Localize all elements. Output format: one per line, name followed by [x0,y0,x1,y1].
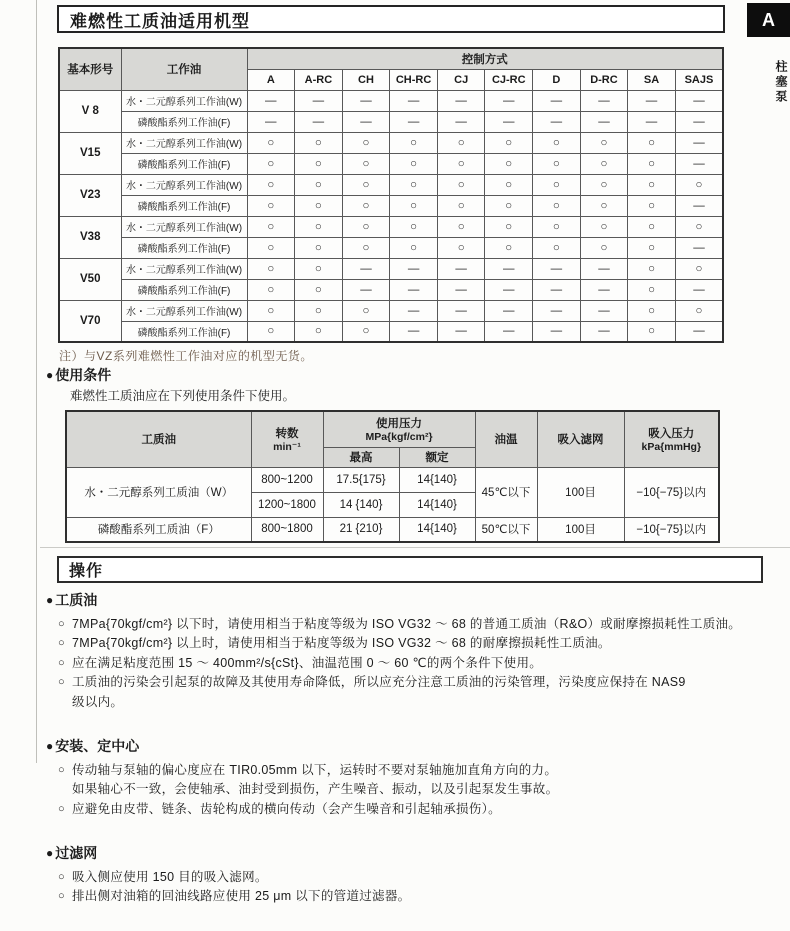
compatibility-cell: — [675,153,723,174]
compatibility-cell: — [533,279,581,300]
compatibility-cell: ○ [342,174,390,195]
speed-value: 800~1800 [251,517,323,542]
compatibility-cell: — [485,279,533,300]
conditions-table-wrap [65,410,718,543]
compatibility-cell: ○ [437,195,485,216]
col-header-model: 基本形号 [59,48,121,90]
compatibility-cell: ○ [247,153,295,174]
compatibility-cell: ○ [485,132,533,153]
oil-type-label: 水・二元醇系列工作油(W) [121,300,247,321]
compatibility-cell: — [342,279,390,300]
cond-header-pressure-rated: 额定 [399,447,475,467]
compatibility-cell: — [533,300,581,321]
bullet-icon: ● [46,593,54,607]
circle-bullet-icon: ○ [58,656,65,669]
compatibility-cell: — [628,111,676,132]
compatibility-cell: ○ [295,153,343,174]
model-name: V70 [59,300,121,342]
compatibility-cell: ○ [437,132,485,153]
compatibility-cell: ○ [295,321,343,342]
compatibility-cell: — [390,300,438,321]
temp-value: 45℃以下 [475,467,537,517]
compatibility-cell: ○ [342,300,390,321]
control-column-header: CJ [437,69,485,90]
bullet-icon: ● [46,368,54,382]
section-index-label: 柱塞泵 [774,59,788,105]
list-item-text: 7MPa{70kgf/cm²} 以上时，请使用相当于粘度等级为 ISO VG32 ～ 68 的耐摩擦损耗性工质油。 [72,636,611,651]
pressure-rated-value: 14{140} [399,517,475,542]
control-column-header: SAJS [675,69,723,90]
table-row [66,467,719,492]
compatibility-cell: — [580,90,628,111]
compatibility-cell: — [437,258,485,279]
compatibility-cell: ○ [342,153,390,174]
list-item [46,654,768,673]
section-index-letter: A [762,9,775,30]
compatibility-cell: ○ [628,279,676,300]
model-compatibility-table [58,47,724,343]
col-header-control: 控制方式 [247,48,723,69]
compatibility-cell: — [580,258,628,279]
pressure-max-value: 21 {210} [323,517,399,542]
circle-bullet-icon: ○ [58,618,65,630]
page-title-box [57,5,725,33]
section-index-tab [747,3,790,37]
compatibility-cell: — [437,111,485,132]
compatibility-cell: — [533,258,581,279]
pressure-max-value: 14 {140} [323,492,399,517]
compatibility-cell: ○ [295,216,343,237]
compatibility-cell: ○ [295,174,343,195]
page-title: 难燃性工质油适用机型 [70,11,250,31]
compatibility-cell: ○ [390,195,438,216]
model-name: V38 [59,216,121,258]
compatibility-cell: — [675,237,723,258]
col-header-oil: 工作油 [121,48,247,90]
operation-section [46,843,768,907]
suction-value: −10{−75}以内 [624,517,719,542]
compatibility-cell: — [675,132,723,153]
compatibility-cell: — [675,195,723,216]
compatibility-cell: — [675,279,723,300]
fluid-name: 水・二元醇系列工质油（W） [66,467,251,517]
compatibility-cell: ○ [628,321,676,342]
pressure-rated-value: 14{140} [399,492,475,517]
compatibility-cell: — [485,300,533,321]
list-item-text: 级以内。 [72,694,124,709]
section-heading [46,736,768,756]
list-item [46,868,768,887]
compatibility-cell: — [295,111,343,132]
pressure-max-value: 17.5{175} [323,467,399,492]
compatibility-cell: ○ [247,279,295,300]
compatibility-cell: ○ [295,195,343,216]
compatibility-cell: — [485,321,533,342]
circle-bullet-icon: ○ [58,676,65,689]
oil-type-label: 水・二元醇系列工作油(W) [121,132,247,153]
fluid-name: 磷酸酯系列工质油（F） [66,517,251,542]
list-item [46,780,768,799]
oil-type-label: 水・二元醇系列工作油(W) [121,258,247,279]
control-column-header: A-RC [295,69,343,90]
circle-bullet-icon: ○ [58,763,65,776]
compatibility-cell: — [580,111,628,132]
list-item [46,887,768,906]
compatibility-cell: ○ [628,132,676,153]
compatibility-cell: ○ [485,153,533,174]
compatibility-cell: — [342,258,390,279]
compatibility-cell: ○ [580,195,628,216]
list-item [46,673,768,692]
table-row [59,216,723,237]
compatibility-cell: ○ [342,132,390,153]
table-row [59,279,723,300]
bullet-icon: ● [46,738,54,753]
section-heading-label: 工质油 [55,592,98,608]
compatibility-cell: ○ [390,174,438,195]
cond-header-pressure [323,411,475,447]
compatibility-cell: ○ [485,237,533,258]
compatibility-cell: ○ [247,195,295,216]
table-row [59,300,723,321]
compatibility-cell: ○ [675,258,723,279]
compatibility-cell: ○ [342,321,390,342]
section-heading-label: 过滤网 [55,845,98,861]
control-column-header: SA [628,69,676,90]
compatibility-cell: — [485,111,533,132]
oil-type-label: 磷酸酯系列工作油(F) [121,111,247,132]
table-row [59,111,723,132]
table-row [59,195,723,216]
oil-type-label: 磷酸酯系列工作油(F) [121,321,247,342]
circle-bullet-icon: ○ [58,890,65,903]
compatibility-cell: ○ [247,258,295,279]
model-name: V50 [59,258,121,300]
compatibility-cell: — [247,111,295,132]
table-row [59,321,723,342]
compatibility-cell: ○ [628,216,676,237]
compatibility-cell: ○ [533,132,581,153]
compatibility-cell: ○ [342,237,390,258]
list-item [46,693,768,712]
model-compatibility-table-wrap [58,47,722,343]
compatibility-cell: ○ [580,216,628,237]
circle-bullet-icon: ○ [58,802,65,815]
compatibility-cell: ○ [295,279,343,300]
cond-header-suction-label: 吸入压力 [648,428,695,441]
list-item-text: 7MPa{70kgf/cm²} 以下时，请使用相当于粘度等级为 ISO VG32 ～ 68 的普通工质油（R&O）或耐摩擦损耗性工质油。 [72,617,742,631]
compatibility-cell: ○ [437,153,485,174]
compatibility-cell: ○ [295,132,343,153]
bullet-icon: ● [46,846,54,860]
model-table-body [59,90,723,342]
cond-header-fluid: 工质油 [66,411,251,467]
compatibility-cell: ○ [580,237,628,258]
list-item [46,634,768,653]
cond-header-suction [624,411,719,467]
compatibility-cell: — [580,279,628,300]
section-divider [40,547,790,548]
compatibility-cell: ○ [247,174,295,195]
compatibility-cell: ○ [628,174,676,195]
speed-value: 1200~1800 [251,492,323,517]
compatibility-cell: — [533,321,581,342]
compatibility-cell: ○ [247,300,295,321]
compatibility-cell: — [295,90,343,111]
compatibility-cell: ○ [628,195,676,216]
compatibility-cell: — [675,321,723,342]
compatibility-cell: ○ [247,321,295,342]
table-row [59,132,723,153]
compatibility-cell: ○ [295,237,343,258]
compatibility-cell: ○ [342,195,390,216]
compatibility-cell: ○ [675,216,723,237]
speed-value: 800~1200 [251,467,323,492]
cond-header-suction-unit: kPa{mmHg} [641,441,702,454]
conditions-table [65,410,720,543]
section-heading-label: 安装、定中心 [55,737,140,754]
oil-type-label: 水・二元醇系列工作油(W) [121,90,247,111]
compatibility-cell: — [437,321,485,342]
oil-type-label: 水・二元醇系列工作油(W) [121,216,247,237]
compatibility-cell: — [390,90,438,111]
indent-spacer [58,780,72,799]
oil-type-label: 磷酸酯系列工作油(F) [121,195,247,216]
control-column-header: A [247,69,295,90]
compatibility-cell: ○ [580,132,628,153]
section-heading [46,590,768,610]
table-row [59,153,723,174]
compatibility-cell: — [437,279,485,300]
compatibility-cell: ○ [485,195,533,216]
compatibility-cell: — [390,279,438,300]
temp-value: 50℃以下 [475,517,537,542]
list-item-text: 如果轴心不一致，会使轴承、油封受到损伤，产生噪音、振动，以及引起泵发生事故。 [72,782,559,797]
control-column-header: CJ-RC [485,69,533,90]
operation-title-box [57,556,763,583]
conditions-heading [46,365,111,385]
compatibility-cell: ○ [533,153,581,174]
compatibility-cell: — [533,111,581,132]
compatibility-cell: — [342,111,390,132]
compatibility-cell: ○ [295,300,343,321]
indent-spacer [58,693,72,712]
table-row [59,258,723,279]
compatibility-cell: — [485,90,533,111]
list-item-text: 传动轴与泵轴的偏心度应在 TIR0.05mm 以下，运转时不要对泵轴施加直角方向的力。 [72,762,558,777]
compatibility-cell: — [437,300,485,321]
cond-header-pressure-unit: MPa{kgf/cm²} [365,431,433,444]
compatibility-cell: — [390,111,438,132]
conditions-table-body [66,467,719,542]
compatibility-cell: ○ [342,216,390,237]
compatibility-cell: — [390,321,438,342]
compatibility-cell: ○ [437,174,485,195]
cond-header-pressure-max: 最高 [323,447,399,467]
operation-title: 操作 [69,563,104,580]
compatibility-cell: ○ [628,300,676,321]
compatibility-cell: ○ [295,258,343,279]
conditions-heading-label: 使用条件 [55,367,112,383]
compatibility-cell: ○ [580,153,628,174]
compatibility-cell: ○ [533,237,581,258]
compatibility-cell: — [675,90,723,111]
strainer-value: 100目 [537,517,624,542]
compatibility-cell: ○ [437,216,485,237]
control-column-header: D-RC [580,69,628,90]
table-row [66,517,719,542]
compatibility-cell: — [580,321,628,342]
circle-bullet-icon: ○ [58,637,65,650]
oil-type-label: 磷酸酯系列工作油(F) [121,279,247,300]
model-name: V15 [59,132,121,174]
compatibility-cell: ○ [390,237,438,258]
compatibility-cell: — [675,111,723,132]
compatibility-cell: — [437,90,485,111]
compatibility-cell: — [247,90,295,111]
operation-section [46,590,768,712]
strainer-value: 100目 [537,467,624,517]
conditions-intro: 难燃性工质油应在下列使用条件下使用。 [70,389,296,403]
compatibility-cell: ○ [628,237,676,258]
page-left-rule [36,0,37,763]
table-row [59,90,723,111]
cond-header-speed-unit: min⁻¹ [273,441,301,454]
compatibility-cell: — [628,90,676,111]
control-column-header: CH [342,69,390,90]
list-item [46,761,768,780]
oil-type-label: 磷酸酯系列工作油(F) [121,237,247,258]
operation-section [46,736,768,819]
compatibility-cell: ○ [485,174,533,195]
compatibility-cell: ○ [580,174,628,195]
list-item [46,615,768,634]
compatibility-cell: ○ [437,237,485,258]
list-item-text: 吸入侧应使用 150 目的吸入滤网。 [72,870,268,884]
model-name: V23 [59,174,121,216]
cond-header-speed-label: 转数 [275,428,299,441]
compatibility-cell: — [533,90,581,111]
compatibility-cell: — [390,258,438,279]
section-heading [46,843,768,863]
cond-header-pressure-label: 使用压力 [376,418,422,431]
operation-sections [46,590,768,931]
compatibility-cell: ○ [247,132,295,153]
table-note: 注）与VZ系列难燃性工作油对应的机型无货。 [59,349,313,363]
compatibility-cell: ○ [533,216,581,237]
compatibility-cell: ○ [533,195,581,216]
compatibility-cell: ○ [628,258,676,279]
table-row [59,237,723,258]
control-column-header: CH-RC [390,69,438,90]
cond-header-speed [251,411,323,467]
compatibility-cell: ○ [675,174,723,195]
compatibility-cell: ○ [247,237,295,258]
list-item-text: 应避免由皮带、链条、齿轮构成的横向传动（会产生噪音和引起轴承损伤）。 [72,801,501,816]
suction-value: −10{−75}以内 [624,467,719,517]
compatibility-cell: — [485,258,533,279]
oil-type-label: 水・二元醇系列工作油(W) [121,174,247,195]
compatibility-cell: ○ [390,153,438,174]
compatibility-cell: ○ [247,216,295,237]
compatibility-cell: ○ [533,174,581,195]
compatibility-cell: ○ [628,153,676,174]
compatibility-cell: ○ [675,300,723,321]
pressure-rated-value: 14{140} [399,467,475,492]
cond-header-strainer: 吸入滤网 [537,411,624,467]
model-name: V 8 [59,90,121,132]
compatibility-cell: ○ [390,132,438,153]
circle-bullet-icon: ○ [58,871,65,883]
compatibility-cell: ○ [485,216,533,237]
table-row [59,174,723,195]
list-item [46,800,768,819]
list-item-text: 排出侧对油箱的回油线路应使用 25 μm 以下的管道过滤器。 [72,889,411,904]
list-item-text: 工质油的污染会引起泵的故障及其使用寿命降低，所以应充分注意工质油的污染管理，污染度应保持在 NAS9 [72,675,686,690]
compatibility-cell: — [342,90,390,111]
list-item-text: 应在满足粘度范围 15 ～ 400mm²/s{cSt}、油温范围 0 ～ 60 ℃的两个条件下使用。 [72,655,543,670]
control-column-header: D [533,69,581,90]
cond-header-temp: 油温 [475,411,537,467]
compatibility-cell: ○ [390,216,438,237]
oil-type-label: 磷酸酯系列工作油(F) [121,153,247,174]
compatibility-cell: — [580,300,628,321]
